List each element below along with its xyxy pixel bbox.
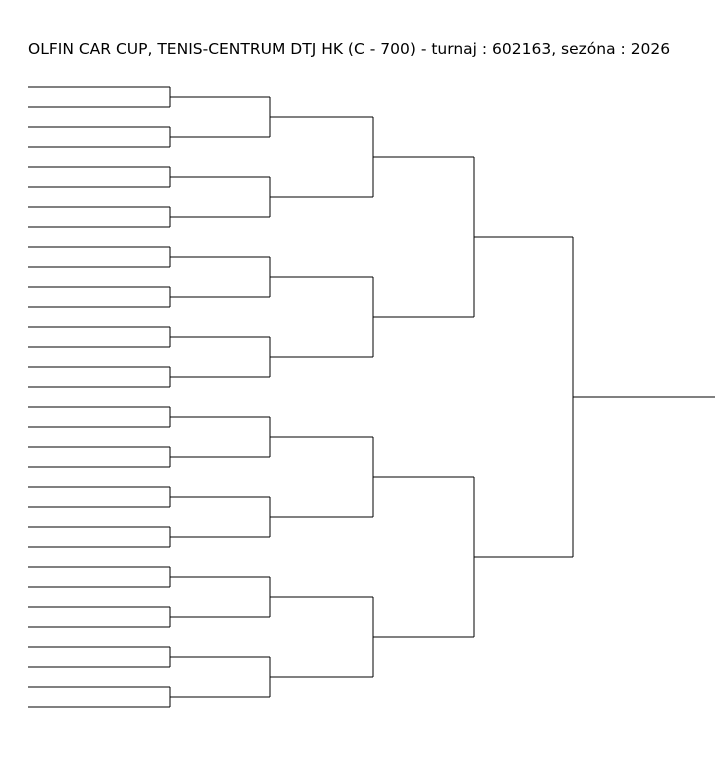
page-title: OLFIN CAR CUP, TENIS-CENTRUM DTJ HK (C - 700) - turnaj : 602163, sezóna : 2026 bbox=[28, 40, 671, 58]
